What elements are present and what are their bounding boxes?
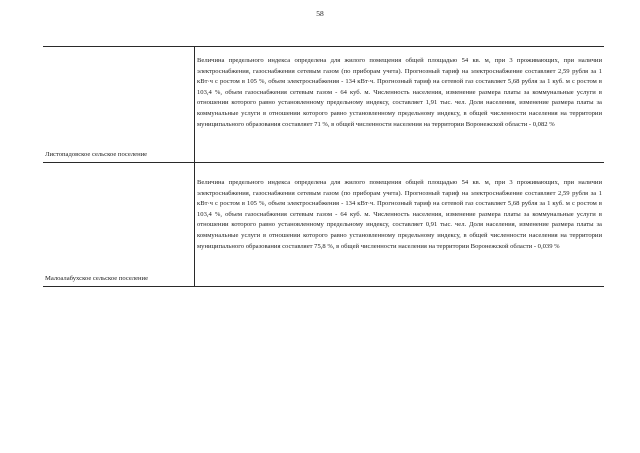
settlements-table (43, 46, 604, 287)
column-divider-rule (194, 46, 195, 287)
table-bottom-rule (43, 286, 604, 287)
table-top-rule (43, 46, 604, 47)
row-divider-rule (43, 162, 604, 163)
settlement-name-cell: Листопадовское сельское поселение (45, 151, 148, 158)
index-description-cell: Величина предельного индекса определена для жилого помещения общей площадью 54 кв. м, при 3 проживающих, при наличии электроснабжения, газоснабжения сетевым газом (по приборам учета). Прогнозный тариф на электроснабжение составляет 2,59 рубля за 1 кВт·ч с ростом в 105 %, объем электроснабжения - 134 кВт·ч. Прогнозный тариф на сетевой газ составляет 5,68 рубля за 1 куб. м с ростом в 103,4 %, объем газоснабжения сетевым газом - 64 куб. м. Численность населения, изменение размера платы за коммунальные услуги в отношении которого равно установленному предельному индексу, составляет 1,91 тыс. чел. Доля населения, изменение размера платы за коммунальные услуги в отношении которого равно установленному предельному индексу, в общей численности населения на территории муниципального образования составляет 71 %, в общей численности населения на территории Воронежской области - 0,082 % (197, 57, 602, 128)
page-number: 58 (316, 9, 324, 18)
settlement-name-cell: Малоалабухское сельское поселение (45, 275, 148, 282)
index-description-cell: Величина предельного индекса определена для жилого помещения общей площадью 54 кв. м, при 3 проживающих, при наличии электроснабжения, газоснабжения сетевым газом (по приборам учета). Прогнозный тариф на электроснабжение составляет 2,59 рубля за 1 кВт·ч с ростом в 105 %, объем электроснабжения - 134 кВт·ч. Прогнозный тариф на сетевой газ составляет 5,68 рубля за 1 куб. м с ростом в 103,4 %, объем газоснабжения сетевым газом - 64 куб. м. Численность населения, изменение размера платы за коммунальные услуги в отношении которого равно установленному предельному индексу, составляет 0,91 тыс. чел. Доля населения, изменение размера платы за коммунальные услуги в отношении которого равно установленному предельному индексу, в общей численности населения на территории муниципального образования составляет 75,8 %, в общей численности населения на территории Воронежской области - 0,039 % (197, 179, 602, 250)
